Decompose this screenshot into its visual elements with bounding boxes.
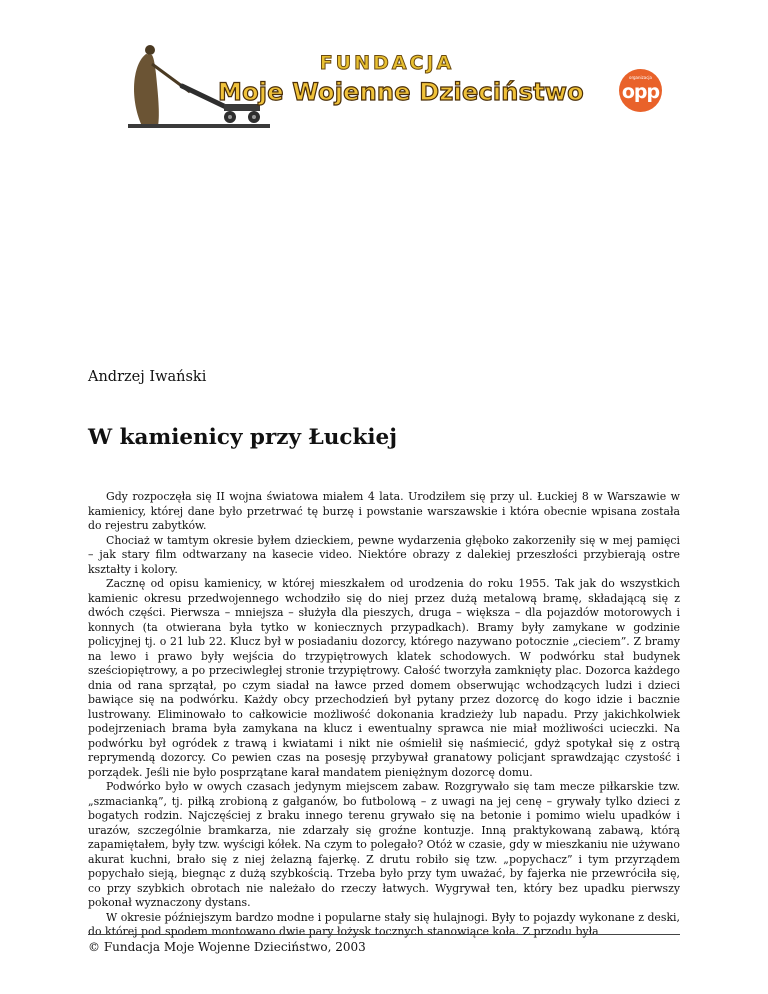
article-author: Andrzej Iwański	[88, 369, 207, 385]
paragraph: Gdy rozpoczęła się II wojna światowa miałem 4 lata. Urodziłem się przy ul. Łuckiej 8 w Warszawie w kamienicy, której dane było przetrwać tę burzę i powstanie warszawskie i która obecnie wpisana została do rejestru zabytków.	[88, 490, 680, 532]
paragraph: W okresie późniejszym bardzo modne i popularne stały się hulajnogi. Były to pojazdy wykonane z deski, do której pod spodem montowano dwie pary łożysk tocznych stanowiące koła. Z przodu była	[88, 910, 680, 938]
opp-badge-text: opp	[621, 81, 660, 103]
footer-copyright: © Fundacja Moje Wojenne Dzieciństwo, 2003	[88, 940, 366, 954]
footer-divider	[88, 934, 680, 935]
logo-title-text: Moje Wojenne Dzieciństwo	[218, 78, 584, 106]
paragraph: Zacznę od opisu kamienicy, w której mieszkałem od urodzenia do roku 1955. Tak jak do wszystkich kamienic okresu przedwojennego wchodziło się do niej przez dużą metalową bramę, składającą się z dwóch części. Pierwsza – mniejsza – służyła dla pieszych, druga – większa – dla pojazdów motorowych i konnych (ta otwierana była tytko w koniecznych przypadkach). Bramy były zamykane w godzinie policyjnej tj. o 21 lub 22. Klucz był w posiadaniu dozorcy, którego nazywano potocznie „cieciem”. Z bramy na lewo i prawo były wejścia do trzypiętrowych klatek schodowych. W podwórku stał budynek sześciopiętrowy, a po przeciwległej stronie trzypiętrowy. Całość tworzyła zamknięty plac. Dozorca każdego dnia od rana sprzątał, po czym siadał na ławce przed domem obserwując wchodzących ludzi i dzieci bawiące się na podwórku. Każdy obcy przechodzień był pytany przez dozorcę do kogo idzie i bacznie lustrowany. Eliminowało to całkowicie możliwość dokonania kradzieży lub napadu. Przy jakichkolwiek podejrzeniach brama była zamykana na klucz i ewentualny sprawca nie miał możliwości ucieczki. Na podwórku był ogródek z trawą i kwiatami i nikt nie ośmielił się naśmiecić, gdyż spotykał się z ostrą reprymendą dozorcy. Co pewien czas na posesję przybywał granatowy policjant sprawdzając czystość i porządek. Jeśli nie było posprzątane karał mandatem pieniężnym dozorcę domu.	[88, 577, 680, 779]
opp-badge-small-text: organizacja	[629, 75, 652, 80]
paragraph: Podwórko było w owych czasach jedynym miejscem zabaw. Rozgrywało się tam mecze piłkarskie tzw. „szmacianką”, tj. piłką zrobioną z gałganów, bo futbolową – z uwagi na jej cenę – grywały tylko dzieci z bogatych rodzin. Najczęściej z braku innego terenu grywało się na betonie i pomimo wielu upadków i urazów, szczególnie bramkarza, nie zdarzały się groźne kontuzje. Inną praktykowaną zabawą, którą zapamiętałem, były tzw. wyścigi kółek. Na czym to polegało? Otóż w czasie, gdy w mieszkaniu nie używano akurat kuchni, brało się z niej żelazną fajerkę. Z drutu robiło się tzw. „popychacz” i tym przyrządem popychało sieją, biegnąc z dużą szybkością. Trzeba było przy tym uważać, by fajerka nie przewróciła się, co przy szybkich obrotach nie należało do rzeczy łatwych. Wygrywał ten, który bez upadku pierwszy pokonał wyznaczony dystans.	[88, 780, 680, 909]
logo-fundacja-text: FUNDACJA	[319, 52, 455, 74]
opp-badge-icon	[619, 69, 662, 112]
article-title: W kamienicy przy Łuckiej	[88, 425, 397, 450]
article-body	[88, 490, 680, 940]
paragraph: Chociaż w tamtym okresie byłem dzieckiem, pewne wydarzenia głęboko zakorzeniły się w mej pamięci – jak stary film odtwarzany na kasecie video. Niektóre obrazy z dalekiej przeszłości przybierają ostre kształty i kolory.	[88, 533, 680, 576]
page-header	[0, 0, 768, 140]
